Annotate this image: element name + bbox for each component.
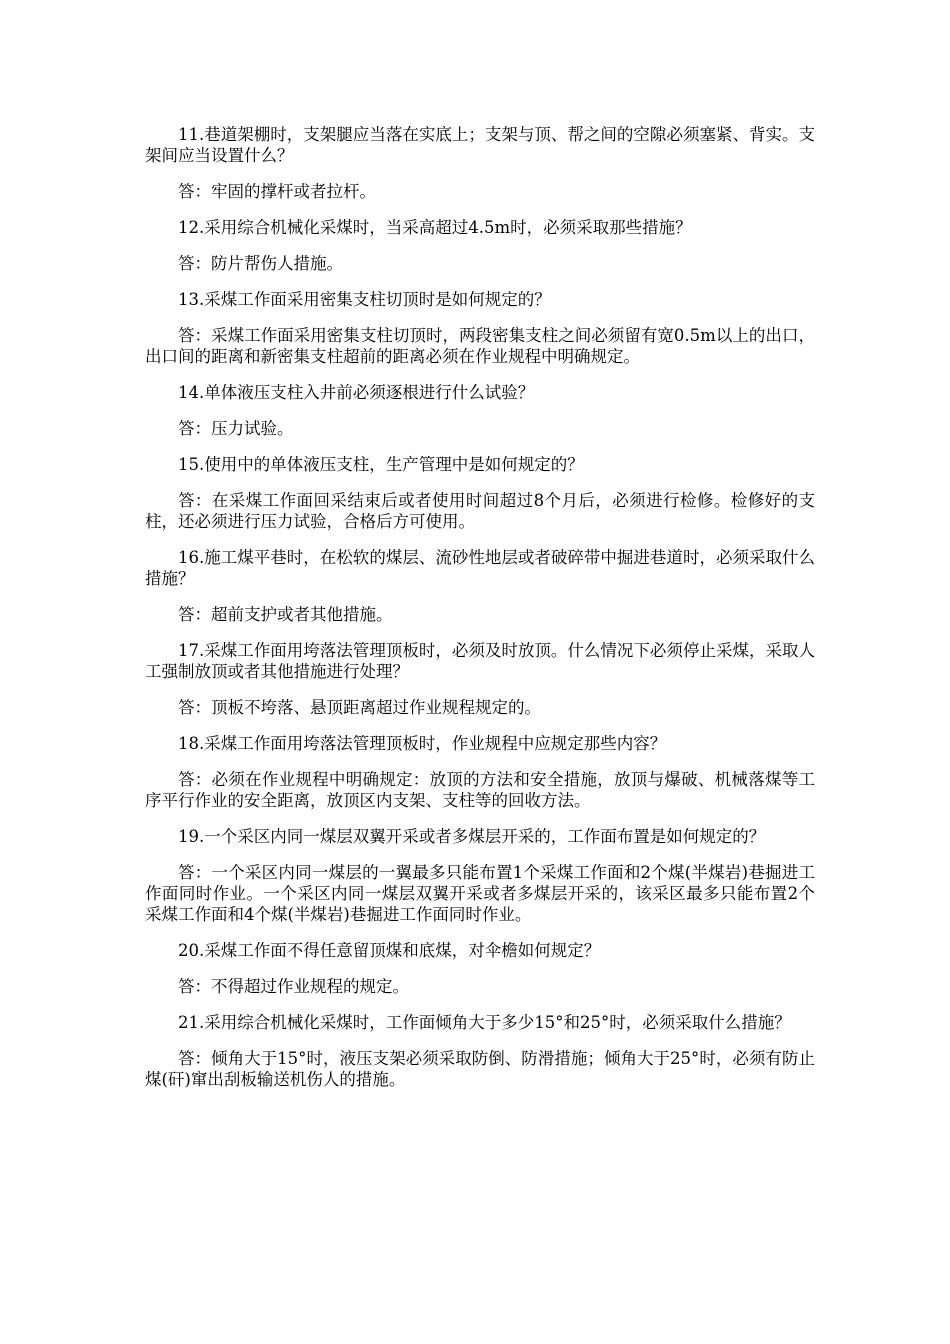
answer-15: 答：在采煤工作面回采结束后或者使用时间超过8个月后，必须进行检修。检修好的支柱，还必须进行压力试验，合格后方可使用。 — [145, 491, 815, 531]
answer-17: 答：顶板不垮落、悬顶距离超过作业规程规定的。 — [178, 698, 541, 717]
question-11: 11.巷道架棚时，支架腿应当落在实底上；支架与顶、帮之间的空隙必须塞紧、背实。支架间应当设置什么？ — [145, 125, 815, 165]
answer-11: 答：牢固的撑杆或者拉杆。 — [178, 182, 376, 201]
answer-14: 答：压力试验。 — [178, 419, 294, 438]
question-21: 21.采用综合机械化采煤时，工作面倾角大于多少15°和25°时，必须采取什么措施？ — [178, 1013, 791, 1032]
question-14: 14.单体液压支柱入井前必须逐根进行什么试验？ — [178, 383, 535, 402]
document-body — [145, 124, 815, 1105]
answer-13: 答：采煤工作面采用密集支柱切顶时，两段密集支柱之间必须留有宽0.5m以上的出口，出口间的距离和新密集支柱超前的距离必须在作业规程中明确规定。 — [145, 326, 815, 366]
question-15: 15.使用中的单体液压支柱，生产管理中是如何规定的？ — [178, 455, 584, 474]
question-19: 19.一个采区内同一煤层双翼开采或者多煤层开采的，工作面布置是如何规定的？ — [178, 827, 766, 846]
question-17: 17.采煤工作面用垮落法管理顶板时，必须及时放顶。什么情况下必须停止采煤，采取人工强制放顶或者其他措施进行处理？ — [145, 641, 815, 681]
question-18: 18.采煤工作面用垮落法管理顶板时，作业规程中应规定那些内容？ — [178, 734, 667, 753]
question-16: 16.施工煤平巷时，在松软的煤层、流砂性地层或者破碎带中掘进巷道时，必须采取什么措施？ — [145, 548, 815, 588]
answer-18: 答：必须在作业规程中明确规定：放顶的方法和安全措施，放顶与爆破、机械落煤等工序平行作业的安全距离，放顶区内支架、支柱等的回收方法。 — [145, 770, 815, 810]
answer-20: 答：不得超过作业规程的规定。 — [178, 977, 409, 996]
answer-12: 答：防片帮伤人措施。 — [178, 254, 343, 273]
question-13: 13.采煤工作面采用密集支柱切顶时是如何规定的？ — [178, 290, 551, 309]
answer-21: 答：倾角大于15°时，液压支架必须采取防倒、防滑措施；倾角大于25°时，必须有防止煤(矸)窜出刮板输送机伤人的措施。 — [145, 1049, 815, 1089]
question-20: 20.采煤工作面不得任意留顶煤和底煤，对伞檐如何规定？ — [178, 941, 601, 960]
answer-16: 答：超前支护或者其他措施。 — [178, 605, 393, 624]
question-12: 12.采用综合机械化采煤时，当采高超过4.5m时，必须采取那些措施？ — [178, 218, 692, 237]
answer-19: 答：一个采区内同一煤层的一翼最多只能布置1个采煤工作面和2个煤(半煤岩)巷掘进工作面同时作业。一个采区内同一煤层双翼开采或者多煤层开采的，该采区最多只能布置2个采煤工作面和4个煤(半煤岩)巷掘进工作面同时作业。 — [145, 863, 815, 924]
